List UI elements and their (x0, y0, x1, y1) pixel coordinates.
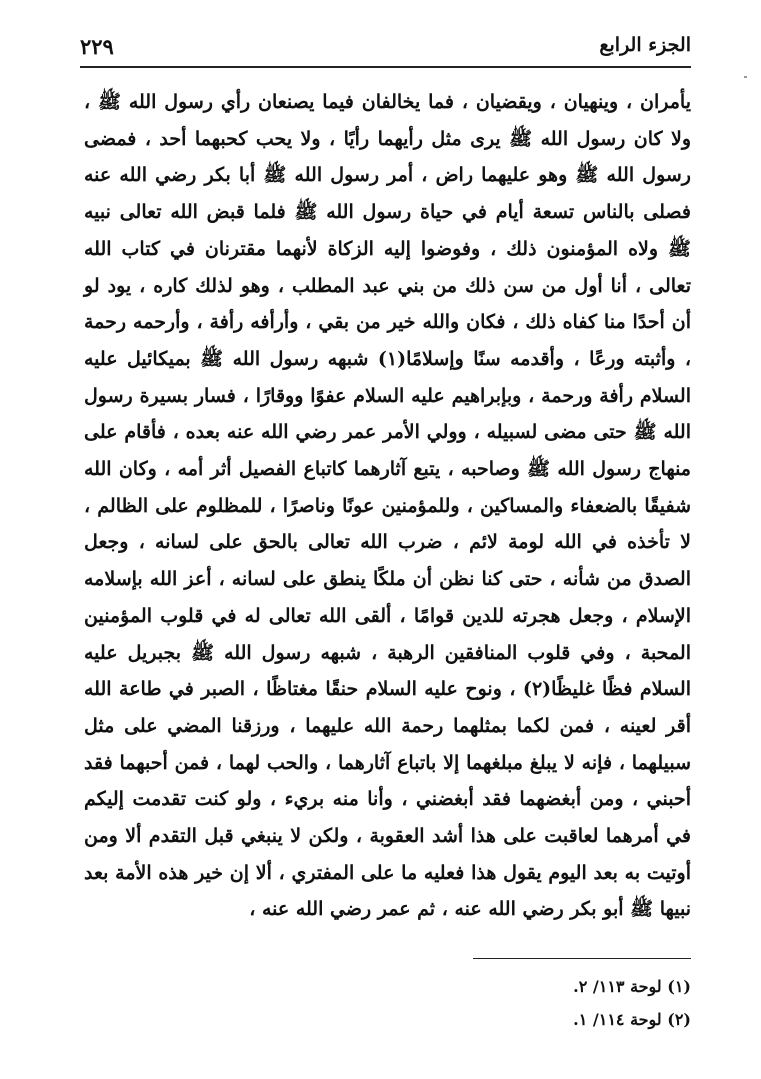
running-title: الجزء الرابع (599, 34, 691, 56)
page-header (80, 34, 691, 66)
scan-speck (744, 76, 747, 78)
body-paragraph: يأمران ، وينهيان ، ويقضيان ، فما يخالفان فيما يصنعان رأي رسول الله ﷺ ، ولا كان رسول الله ﷺ يرى مثل رأيهما رأيًا ، ولا يحب كحبهما أحد ، فمضى رسول الله ﷺ وهو عليهما راض ، أمر رسول الله ﷺ أبا بكر رضي الله عنه فصلى بالناس تسعة أيام في حياة رسول الله ﷺ فلما قبض الله تعالى نبيه ﷺ ولاه المؤمنون ذلك ، وفوضوا إليه الزكاة لأنهما مقترنان في كتاب الله تعالى ، أنا أول من سن ذلك من بني عبد المطلب ، وهو لذلك كاره ، يود لو أن أحدًا منا كفاه ذلك ، فكان والله خير من بقي ، وأرأفه رأفة ، وأرحمه رحمة ، وأثبته ورعًا ، وأقدمه سنًا وإسلامًا(١) شبهه رسول الله ﷺ بميكائيل عليه السلام رأفة ورحمة ، وبإبراهيم عليه السلام عفوًا ووقارًا ، فسار بسيرة رسول الله ﷺ حتى مضى لسبيله ، وولي الأمر عمر رضي الله عنه بعده ، فأقام على منهاج رسول الله ﷺ وصاحبه ، يتبع آثارهما كاتباع الفصيل أثر أمه ، وكان الله شفيقًا بالضعفاء والمساكين ، وللمؤمنين عونًا وناصرًا ، للمظلوم على الظالم ، لا تأخذه في الله لومة لائم ، ضرب الله تعالى بالحق على لسانه ، وجعل الصدق من شأنه ، حتى كنا نظن أن ملكًا ينطق على لسانه ، أعز الله بإسلامه الإسلام ، وجعل هجرته للدين قوامًا ، ألقى الله تعالى له في قلوب المؤمنين المحبة ، وفي قلوب المنافقين الرهبة ، شبهه رسول الله ﷺ بجبريل عليه السلام فظًا غليظًا(٢) ، ونوح عليه السلام حنقًا مغتاظًا ، الصبر في طاعة الله أقر لعينه ، فمن لكما بمثلهما رحمة الله عليهما ، ورزقنا المضي على مثل سبيلهما ، فإنه لا يبلغ مبلغهما إلا باتباع آثارهما ، والحب لهما ، فمن أحبهما فقد أحبني ، ومن أبغضهما فقد أبغضني ، وأنا منه بريء ، ولو كنت تقدمت إليكم في أمرهما لعاقبت على هذا أشد العقوبة ، ولكن لا ينبغي قبل التقدم ألا ومن أوتيت به بعد اليوم يقول هذا فعليه ما على المفتري ، ألا إن خير هذه الأمة بعد نبيها ﷺ أبو بكر رضي الله عنه ، ثم عمر رضي الله عنه ، (84, 91, 692, 921)
footnote-1: (١) لوحة ١١٣/ ٢. (573, 977, 691, 996)
header-divider (80, 66, 691, 68)
footnote-2: (٢) لوحة ١١٤/ ١. (573, 1010, 691, 1029)
footnote-divider (473, 958, 691, 959)
main-text (84, 84, 691, 928)
page-number: ٢٢٩ (80, 34, 114, 59)
footnotes (291, 970, 691, 1036)
